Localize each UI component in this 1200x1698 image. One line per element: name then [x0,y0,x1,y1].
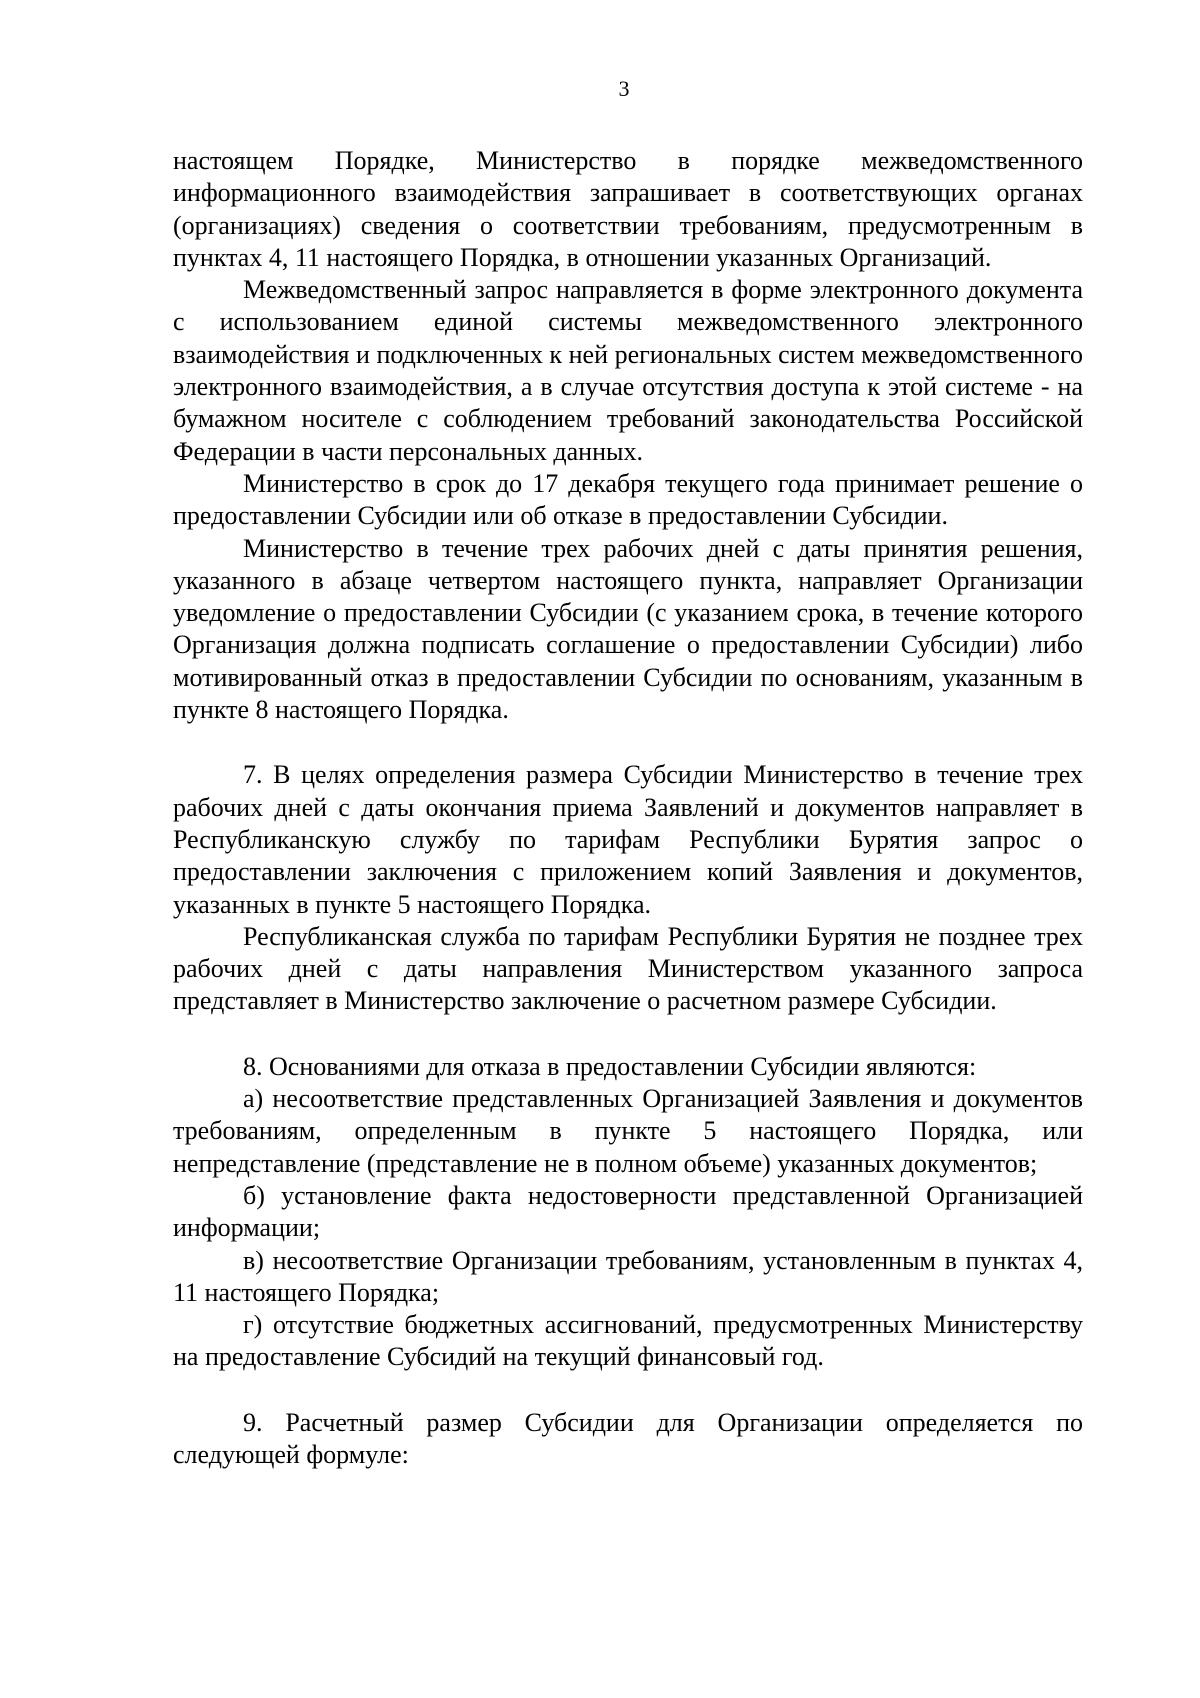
paragraph-item-8g: г) отсутствие бюджетных ассигнований, предусмотренных Министерству на предоставление Субсидий на текущий финансовый год. [173,1310,1083,1372]
document-body [173,145,1083,1471]
page-number: 3 [618,76,630,101]
paragraph-decision-deadline: Министерство в срок до 17 декабря текущего года принимает решение о предоставлении Субсидии или об отказе в предоставлении Субсидии. [173,468,1083,531]
paragraph-item-8v: в) несоответствие Организации требованиям, установленным в пунктах 4, 11 настоящего Порядка; [173,1245,1083,1307]
paragraph-item-8: 8. Основаниями для отказа в предоставлении Субсидии являются: [243,1051,977,1081]
paragraph-tariff-service: Республиканская служба по тарифам Республики Бурятия не позднее трех рабочих дней с даты направления Министерством указанного запроса представляет в Министерство заключение о расчетном размере Субсидии. [173,921,1083,1016]
paragraph-interagency-request: Межведомственный запрос направляется в форме электронного документа с использованием единой системы межведомственного электронного взаимодействия и подключенных к ней региональных систем межведомственного электронного взаимодействия, а в случае отсутствия доступа к этой системе - на бумажном носителе с соблюдением требований законодательства Российской Федерации в части персональных данных. [173,275,1083,466]
paragraph-item-7: 7. В целях определения размера Субсидии Министерство в течение трех рабочих дней с даты окончания приема Заявлений и документов направляет в Республиканскую службу по тарифам Республики Бурятия запрос о предоставлении заключения с приложением копий Заявления и документов, указанных в пункте 5 настоящего Порядка. [173,760,1083,919]
paragraph-item-9: 9. Расчетный размер Субсидии для Организации определяется по следующей формуле: [173,1407,1083,1469]
paragraph-notification: Министерство в течение трех рабочих дней с даты принятия решения, указанного в абзаце четвертом настоящего пункта, направляет Организации уведомление о предоставлении Субсидии (с указанием срока, в течение которого Организация должна подписать соглашение о предоставлении Субсидии) либо мотивированный отказ в предоставлении Субсидии по основаниям, указанным в пункте 8 настоящего Порядка. [173,533,1083,725]
paragraph-continuation: настоящем Порядке, Министерство в порядке межведомственного информационного взаимодействия запрашивает в соответствующих органах (организациях) сведения о соответствии требованиям, предусмотренным в пунктах 4, 11 настоящего Порядка, в отношении указанных Организаций. [173,146,1083,272]
paragraph-item-8a: а) несоответствие представленных Организацией Заявления и документов требованиям, определенным в пункте 5 настоящего Порядка, или непредставление (представление не в полном объеме) указанных документов; [173,1084,1083,1178]
paragraph-item-8b: б) установление факта недостоверности представленной Организацией информации; [173,1180,1083,1243]
